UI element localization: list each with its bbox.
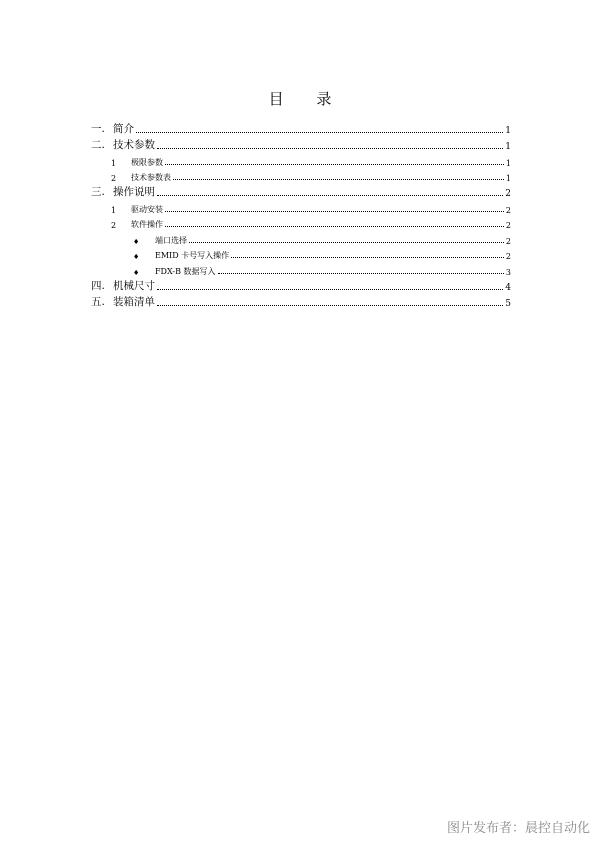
toc-entry-page: 2 bbox=[505, 221, 511, 230]
toc-entry-number: 五. bbox=[91, 295, 105, 308]
toc-entry-operation[interactable] bbox=[91, 183, 511, 199]
toc-entry-number: 2 bbox=[111, 221, 117, 230]
toc-dot-leader bbox=[218, 273, 504, 274]
toc-entry-label: 操作说明 bbox=[113, 186, 155, 198]
toc-entry-driver-install[interactable] bbox=[91, 199, 511, 215]
table-of-contents bbox=[91, 120, 511, 309]
toc-entry-label: 技术参数 bbox=[113, 139, 155, 151]
toc-entry-number: 四. bbox=[91, 279, 105, 292]
toc-entry-number: 三. bbox=[91, 186, 105, 198]
toc-entry-emid-write[interactable] bbox=[91, 246, 511, 262]
toc-dot-leader bbox=[173, 179, 504, 180]
toc-dot-leader bbox=[157, 289, 503, 290]
toc-entry-label: 软件操作 bbox=[131, 220, 163, 229]
toc-dot-leader bbox=[157, 195, 503, 196]
toc-dot-leader bbox=[136, 132, 503, 133]
toc-entry-page: 5 bbox=[505, 298, 511, 309]
toc-entry-label: 简介 bbox=[113, 123, 134, 135]
toc-entry-page: 2 bbox=[505, 205, 511, 215]
toc-entry-page: 1 bbox=[505, 158, 511, 168]
toc-entry-number: 1 bbox=[111, 158, 117, 168]
diamond-bullet-icon: ♦ bbox=[133, 237, 140, 246]
toc-dot-leader bbox=[165, 164, 504, 165]
diamond-bullet-icon: ♦ bbox=[133, 268, 140, 277]
toc-entry-number: 2 bbox=[111, 174, 117, 183]
toc-dot-leader bbox=[165, 226, 504, 227]
toc-entry-intro[interactable] bbox=[91, 120, 511, 136]
toc-dot-leader bbox=[157, 305, 503, 306]
toc-title: 目 录 bbox=[268, 90, 346, 108]
toc-entry-params-table[interactable] bbox=[91, 168, 511, 184]
toc-entry-label: 驱动安装 bbox=[131, 204, 163, 214]
toc-dot-leader bbox=[189, 242, 504, 243]
toc-entry-page: 4 bbox=[505, 282, 511, 293]
toc-entry-label: EMID 卡号写入操作 bbox=[155, 251, 230, 260]
toc-dot-leader bbox=[231, 257, 504, 258]
toc-entry-page: 1 bbox=[505, 142, 511, 152]
toc-entry-software-operation[interactable] bbox=[91, 215, 511, 231]
toc-entry-page: 1 bbox=[505, 126, 511, 136]
toc-entry-label: 装箱清单 bbox=[113, 295, 155, 308]
toc-entry-number: 一. bbox=[91, 123, 105, 135]
toc-entry-label: 技术参数表 bbox=[131, 173, 171, 182]
publisher-watermark: 图片发布者：晨控自动化 bbox=[446, 821, 590, 836]
toc-entry-port-select[interactable] bbox=[91, 230, 511, 246]
toc-entry-label: 端口选择 bbox=[155, 235, 187, 245]
toc-entry-tech-params[interactable] bbox=[91, 136, 511, 152]
toc-entry-fdxb-write[interactable] bbox=[91, 261, 511, 277]
toc-entry-label: 极限参数 bbox=[131, 157, 163, 167]
toc-entry-number: 1 bbox=[111, 205, 117, 215]
toc-entry-dimensions[interactable] bbox=[91, 277, 511, 293]
toc-entry-page: 1 bbox=[505, 174, 511, 183]
diamond-bullet-icon: ♦ bbox=[133, 253, 140, 261]
toc-entry-page: 2 bbox=[505, 189, 511, 199]
toc-entry-packing-list[interactable] bbox=[91, 293, 511, 309]
toc-entry-number: 二. bbox=[91, 139, 105, 151]
toc-entry-label: FDX-B 数据写入 bbox=[155, 266, 216, 276]
toc-entry-page: 3 bbox=[505, 267, 511, 277]
toc-entry-page: 2 bbox=[505, 236, 511, 246]
toc-entry-label: 机械尺寸 bbox=[113, 279, 155, 292]
toc-entry-page: 2 bbox=[505, 252, 511, 261]
toc-entry-limit-params[interactable] bbox=[91, 152, 511, 168]
toc-dot-leader bbox=[165, 211, 504, 212]
toc-dot-leader bbox=[157, 148, 503, 149]
